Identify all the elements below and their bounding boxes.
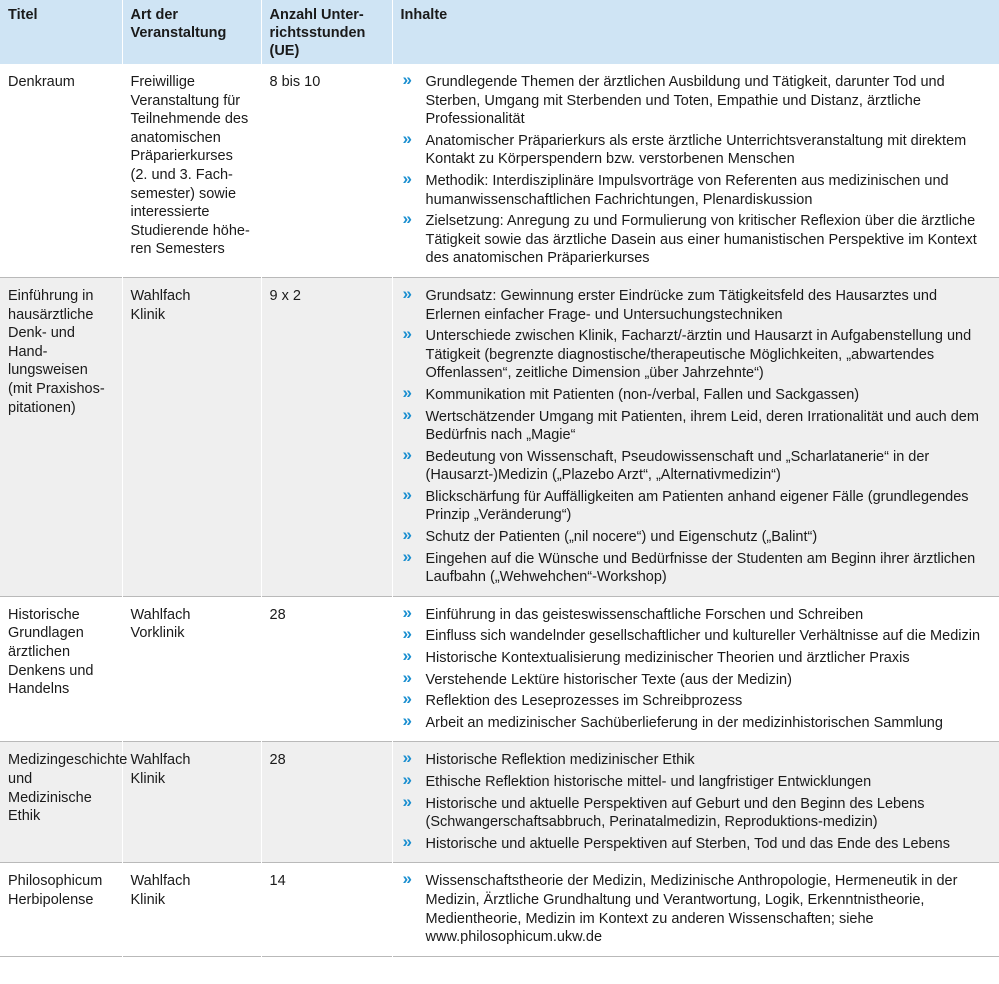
bullet-icon: » bbox=[402, 831, 412, 851]
table-row bbox=[0, 277, 999, 596]
list-item-text: Blickschärfung für Auffälligkeiten am Patienten anhand eigener Fälle (grundlegendes Prinzip „Veränderung“) bbox=[425, 488, 969, 524]
bullet-icon: » bbox=[402, 382, 412, 402]
list-item bbox=[402, 831, 992, 854]
cell-title: Historische Grundlagen ärztlichen Denkens und Handelns bbox=[0, 596, 122, 742]
bullet-icon: » bbox=[402, 869, 412, 889]
bullet-icon: » bbox=[402, 70, 412, 89]
list-item-text: Bedeutung von Wissenschaft, Pseudowissenschaft und „Scharlatanerie“ in der (Hausarzt-)Medizin („Plazebo Arzt“, „Alternativmedizin“) bbox=[425, 448, 930, 484]
list-item bbox=[402, 710, 992, 733]
list-item bbox=[402, 70, 992, 129]
list-item-text: Einfluss sich wandelnder gesellschaftlicher und kultureller Verhältnisse auf die Medizin bbox=[425, 628, 981, 645]
cell-title: Philosophicum Herbipolense bbox=[0, 863, 122, 956]
list-item-text: Reflektion des Leseprozesses im Schreibprozess bbox=[425, 693, 743, 710]
list-item bbox=[402, 404, 992, 445]
header-row bbox=[0, 0, 999, 64]
list-item bbox=[402, 791, 992, 832]
list-item bbox=[402, 869, 992, 946]
list-item bbox=[402, 283, 992, 324]
list-item-text: Wissenschaftstheorie der Medizin, Medizinische Anthropologie, Hermeneutik in der Medizin, Ärztliche Grundhaltung und Verantwortung, Logik, Erkenntnistheorie, Medientheorie, Medizin im Kontext zu anderen Wissenschaften; siehe www.philosophicum.ukw.de bbox=[425, 873, 958, 946]
bullet-icon: » bbox=[402, 444, 412, 464]
list-item bbox=[402, 624, 992, 646]
cell-type: Freiwillige Veranstaltung für Teilnehmende des anatomischen Präparierkurses (2. und 3. Fach- semester) sowie interessierte Studierende höhe- ren Semesters bbox=[122, 64, 261, 277]
list-item-text: Zielsetzung: Anregung zu und Formulierung von kritischer Reflexion über die ärztliche Tätigkeit sowie das ärztliche Dasein aus einer humanistischen Perspektive im Kontext des anatomischen Präparierkurses bbox=[425, 213, 977, 267]
bullet-icon: » bbox=[402, 748, 412, 768]
cell-hours: 28 bbox=[261, 596, 392, 742]
bullet-icon: » bbox=[402, 404, 412, 424]
bullet-icon: » bbox=[402, 484, 412, 504]
cell-contents bbox=[392, 64, 999, 277]
contents-list bbox=[401, 70, 992, 268]
contents-list bbox=[401, 869, 992, 946]
list-item bbox=[402, 602, 992, 625]
cell-type: Wahlfach Klinik bbox=[122, 742, 261, 863]
bullet-icon: » bbox=[402, 646, 412, 666]
bullet-icon: » bbox=[402, 546, 412, 566]
list-item-text: Wertschätzender Umgang mit Patienten, ihrem Leid, deren Irrationalität und auch dem Bedürfnis nach „Magie“ bbox=[425, 408, 979, 444]
bullet-icon: » bbox=[402, 667, 412, 687]
cell-hours: 14 bbox=[261, 863, 392, 956]
table-row bbox=[0, 596, 999, 742]
bullet-icon: » bbox=[402, 710, 412, 730]
contents-list bbox=[401, 602, 992, 733]
list-item bbox=[402, 444, 992, 485]
list-item bbox=[402, 689, 992, 711]
table-row bbox=[0, 64, 999, 277]
contents-list bbox=[401, 283, 992, 587]
bullet-icon: » bbox=[402, 209, 412, 229]
bullet-icon: » bbox=[402, 128, 412, 148]
cell-hours: 28 bbox=[261, 742, 392, 863]
table-body bbox=[0, 64, 999, 956]
list-item bbox=[402, 128, 992, 169]
list-item-text: Anatomischer Präparierkurs als erste ärztliche Unterrichtsveranstaltung mit direktem Kontakt zu Körperspendern bzw. verstorbenen Menschen bbox=[425, 132, 967, 168]
cell-contents bbox=[392, 742, 999, 863]
bullet-icon: » bbox=[402, 324, 412, 344]
cell-contents bbox=[392, 596, 999, 742]
list-item bbox=[402, 168, 992, 209]
cell-hours: 9 x 2 bbox=[261, 277, 392, 596]
list-item-text: Einführung in das geisteswissenschaftliche Forschen und Schreiben bbox=[425, 606, 864, 623]
contents-list bbox=[401, 748, 992, 853]
cell-type: Wahlfach Klinik bbox=[122, 277, 261, 596]
list-item-text: Grundlegende Themen der ärztlichen Ausbildung und Tätigkeit, darunter Tod und Sterben, Umgang mit Sterbenden und Toten, Empathie und Distanz, ärztliche Professionalität bbox=[425, 74, 945, 128]
cell-title: Medizingeschichte und Medizinische Ethik bbox=[0, 742, 122, 863]
list-item-text: Grundsatz: Gewinnung erster Eindrücke zum Tätigkeitsfeld des Hausarztes und Erlernen einfacher Frage- und Untersuchungstechniken bbox=[425, 287, 938, 323]
list-item-text: Historische und aktuelle Perspektiven auf Geburt und den Beginn des Lebens (Schwangerschaftsabbruch, Perinatalmedizin, Reproduktions-medizin) bbox=[425, 795, 925, 831]
list-item-text: Unterschiede zwischen Klinik, Facharzt/-ärztin und Hausarzt in Aufgabenstellung und Tätigkeit (begrenzte diagnostische/therapeutische Möglichkeiten, „abwartendes Offenlassen“, zeitliche Dimension „über Jahrzehnte“) bbox=[425, 328, 972, 382]
cell-contents bbox=[392, 277, 999, 596]
list-item bbox=[402, 525, 992, 547]
bullet-icon: » bbox=[402, 791, 412, 811]
list-item bbox=[402, 546, 992, 587]
list-item-text: Historische Reflektion medizinischer Ethik bbox=[425, 752, 695, 769]
bullet-icon: » bbox=[402, 602, 412, 622]
bullet-icon: » bbox=[402, 689, 412, 709]
list-item bbox=[402, 382, 992, 405]
list-item-text: Arbeit an medizinischer Sachüberlieferung in der medizinhistorischen Sammlung bbox=[425, 714, 943, 731]
list-item bbox=[402, 484, 992, 525]
cell-title: Denkraum bbox=[0, 64, 122, 277]
list-item bbox=[402, 209, 992, 268]
bullet-icon: » bbox=[402, 283, 412, 303]
list-item bbox=[402, 770, 992, 792]
list-item bbox=[402, 324, 992, 383]
bullet-icon: » bbox=[402, 624, 412, 644]
bullet-icon: » bbox=[402, 525, 412, 545]
cell-type: Wahlfach Vorklinik bbox=[122, 596, 261, 742]
list-item-text: Kommunikation mit Patienten (non-/verbal, Fallen und Sackgassen) bbox=[425, 386, 860, 403]
cell-contents bbox=[392, 863, 999, 956]
table-row bbox=[0, 742, 999, 863]
header-hours: Anzahl Unter- richtsstunden (UE) bbox=[261, 0, 392, 64]
header-title: Titel bbox=[0, 0, 122, 64]
list-item bbox=[402, 667, 992, 690]
list-item-text: Historische und aktuelle Perspektiven auf Sterben, Tod und das Ende des Lebens bbox=[425, 835, 950, 852]
table-row bbox=[0, 863, 999, 956]
cell-title: Einführung in hausärztliche Denk- und Hand- lungsweisen (mit Praxishos- pitationen) bbox=[0, 277, 122, 596]
bullet-icon: » bbox=[402, 168, 412, 188]
cell-type: Wahlfach Klinik bbox=[122, 863, 261, 956]
bullet-icon: » bbox=[402, 770, 412, 789]
header-type: Art der Veranstaltung bbox=[122, 0, 261, 64]
list-item-text: Verstehende Lektüre historischer Texte (aus der Medizin) bbox=[425, 671, 792, 688]
list-item-text: Schutz der Patienten („nil nocere“) und Eigenschutz („Balint“) bbox=[425, 529, 818, 546]
list-item bbox=[402, 748, 992, 770]
list-item-text: Historische Kontextualisierung medizinischer Theorien und ärztlicher Praxis bbox=[425, 650, 910, 667]
header-contents: Inhalte bbox=[392, 0, 999, 64]
list-item-text: Eingehen auf die Wünsche und Bedürfnisse der Studenten am Beginn ihrer ärztlichen Laufbahn („Wehwehchen“-Workshop) bbox=[425, 550, 976, 586]
list-item bbox=[402, 646, 992, 668]
list-item-text: Methodik: Interdisziplinäre Impulsvorträge von Referenten aus medizinischen und humanwissenschaftlichen Fachrichtungen, Plenardiskussion bbox=[425, 172, 949, 208]
cell-hours: 8 bis 10 bbox=[261, 64, 392, 277]
list-item-text: Ethische Reflektion historische mittel- und langfristiger Entwicklungen bbox=[425, 774, 872, 790]
